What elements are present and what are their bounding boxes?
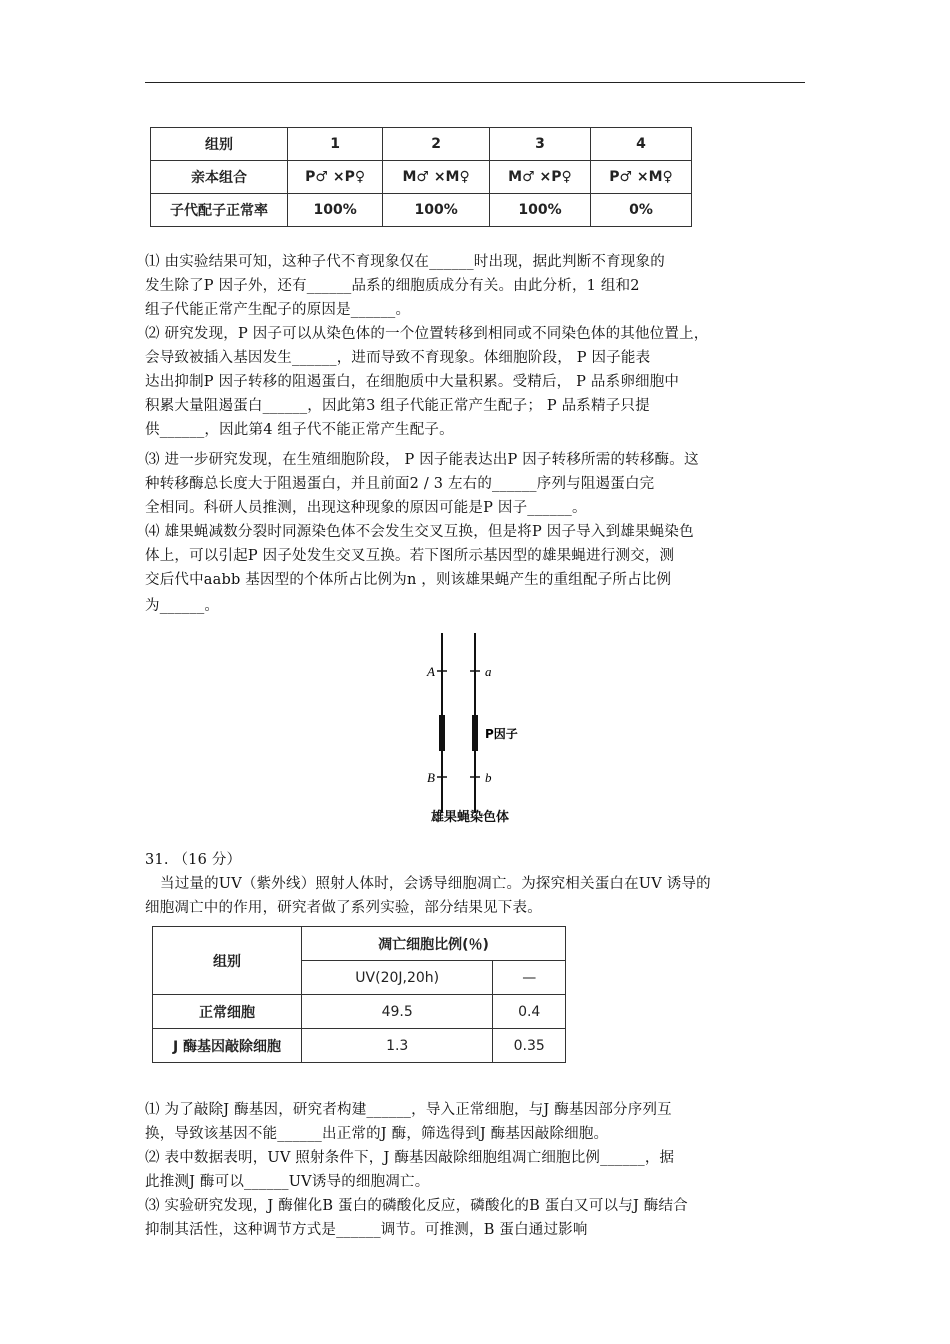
figure-caption: 雄果蝇染色体 (430, 810, 509, 825)
table-parent-cross (150, 127, 692, 227)
text-line: 供______，因此第4 组子代不能正常产生配子。 (145, 422, 454, 438)
p-factor-block-right (472, 715, 478, 751)
text-line: 抑制其活性，这种调节方式是______调节。可推测，B 蛋白通过影响 (145, 1222, 588, 1238)
table-cell: 100% (383, 194, 490, 227)
table-cell: 100% (288, 194, 383, 227)
text-line: 此推测J 酶可以______UV诱导的细胞凋亡。 (145, 1174, 430, 1190)
table-cell: 子代配子正常率 (151, 194, 288, 227)
table-cell: M♂ ×M♀ (383, 161, 490, 194)
table-cell: 正常细胞 (153, 995, 302, 1029)
text-line: ⑵ 表中数据表明，UV 照射条件下，J 酶基因敲除细胞组凋亡细胞比例______，据 (145, 1150, 675, 1166)
question-31-title: 31. （16 分） (145, 852, 242, 868)
table-row (153, 1029, 566, 1063)
table-cell: J 酶基因敲除细胞 (153, 1029, 302, 1063)
text-line: 交后代中aabb 基因型的个体所占比例为n ，则该雄果蝇产生的重组配子所占比例 (145, 572, 672, 588)
text-line: 种转移酶总长度大于阻遏蛋白，并且前面2 / 3 左右的______序列与阻遏蛋白完 (145, 476, 655, 492)
text-line: ⑶ 进一步研究发现，在生殖细胞阶段， P 因子能表达出P 因子转移所需的转移酶。这 (145, 452, 699, 468)
chromosome-figure (415, 625, 545, 830)
table-header-cell: 3 (489, 128, 590, 161)
header-rule (145, 82, 805, 83)
label-b: b (485, 770, 492, 785)
label-a: a (485, 664, 492, 679)
table-header-cell: 2 (383, 128, 490, 161)
text-line: 换，导致该基因不能______出正常的J 酶，筛选得到J 酶基因敲除细胞。 (145, 1126, 609, 1142)
table-cell: 0.35 (493, 1029, 566, 1063)
text-line: 全相同。科研人员推测，出现这种现象的原因可能是P 因子______。 (145, 500, 587, 516)
text-line: 达出抑制P 因子转移的阻遏蛋白，在细胞质中大量积累。受精后， P 品系卵细胞中 (145, 374, 680, 390)
label-A: A (427, 664, 435, 679)
table-cell: 0% (590, 194, 691, 227)
table-row (153, 995, 566, 1029)
table-cell: P♂ ×P♀ (288, 161, 383, 194)
table-apoptosis (152, 926, 566, 1063)
p-factor-block-left (439, 715, 445, 751)
table-header-cell: 1 (288, 128, 383, 161)
text-line: 当过量的UV（紫外线）照射人体时，会诱导细胞凋亡。为探究相关蛋白在UV 诱导的 (160, 876, 711, 892)
text-line: ⑵ 研究发现，P 因子可以从染色体的一个位置转移到相同或不同染色体的其他位置上， (145, 326, 709, 342)
table-cell: 100% (489, 194, 590, 227)
label-p-factor: P因子 (485, 727, 518, 741)
table-cell: 1.3 (302, 1029, 493, 1063)
table-header-cell: 组别 (153, 927, 302, 995)
text-line: 积累大量阻遏蛋白______，因此第3 组子代能正常产生配子； P 品系精子只提 (145, 398, 650, 414)
text-line: 体上，可以引起P 因子处发生交叉互换。若下图所示基因型的雄果蝇进行测交，测 (145, 548, 675, 564)
table-cell: P♂ ×M♀ (590, 161, 691, 194)
table-row (153, 927, 566, 961)
table-row (151, 161, 692, 194)
table-header-cell: 组别 (151, 128, 288, 161)
table-cell: 亲本组合 (151, 161, 288, 194)
text-line: 发生除了P 因子外，还有______品系的细胞质成分有关。由此分析，1 组和2 (145, 278, 640, 294)
text-line: ⑴ 由实验结果可知，这种子代不育现象仅在______时出现，据此判断不育现象的 (145, 254, 665, 270)
table-row (151, 194, 692, 227)
table-header-cell: — (493, 961, 566, 995)
text-line: 为______。 (145, 598, 220, 614)
text-line: ⑷ 雄果蝇减数分裂时同源染色体不会发生交叉互换，但是将P 因子导入到雄果蝇染色 (145, 524, 694, 540)
table-cell: M♂ ×P♀ (489, 161, 590, 194)
table-cell: 49.5 (302, 995, 493, 1029)
text-line: ⑴ 为了敲除J 酶基因，研究者构建______，导入正常细胞，与J 酶基因部分序列互 (145, 1102, 672, 1118)
text-line: 会导致被插入基因发生______，进而导致不育现象。体细胞阶段， P 因子能表 (145, 350, 651, 366)
table-header-cell: 4 (590, 128, 691, 161)
text-line: 细胞凋亡中的作用，研究者做了系列实验，部分结果见下表。 (145, 900, 542, 916)
text-line: ⑶ 实验研究发现，J 酶催化B 蛋白的磷酸化反应，磷酸化的B 蛋白又可以与J 酶结合 (145, 1198, 688, 1214)
table-row (151, 128, 692, 161)
label-B: B (427, 770, 435, 785)
table-header-cell: 凋亡细胞比例(％) (302, 927, 566, 961)
text-line: 组子代能正常产生配子的原因是______。 (145, 302, 411, 318)
table-cell: 0.4 (493, 995, 566, 1029)
table-header-cell: UV(20J,20h) (302, 961, 493, 995)
